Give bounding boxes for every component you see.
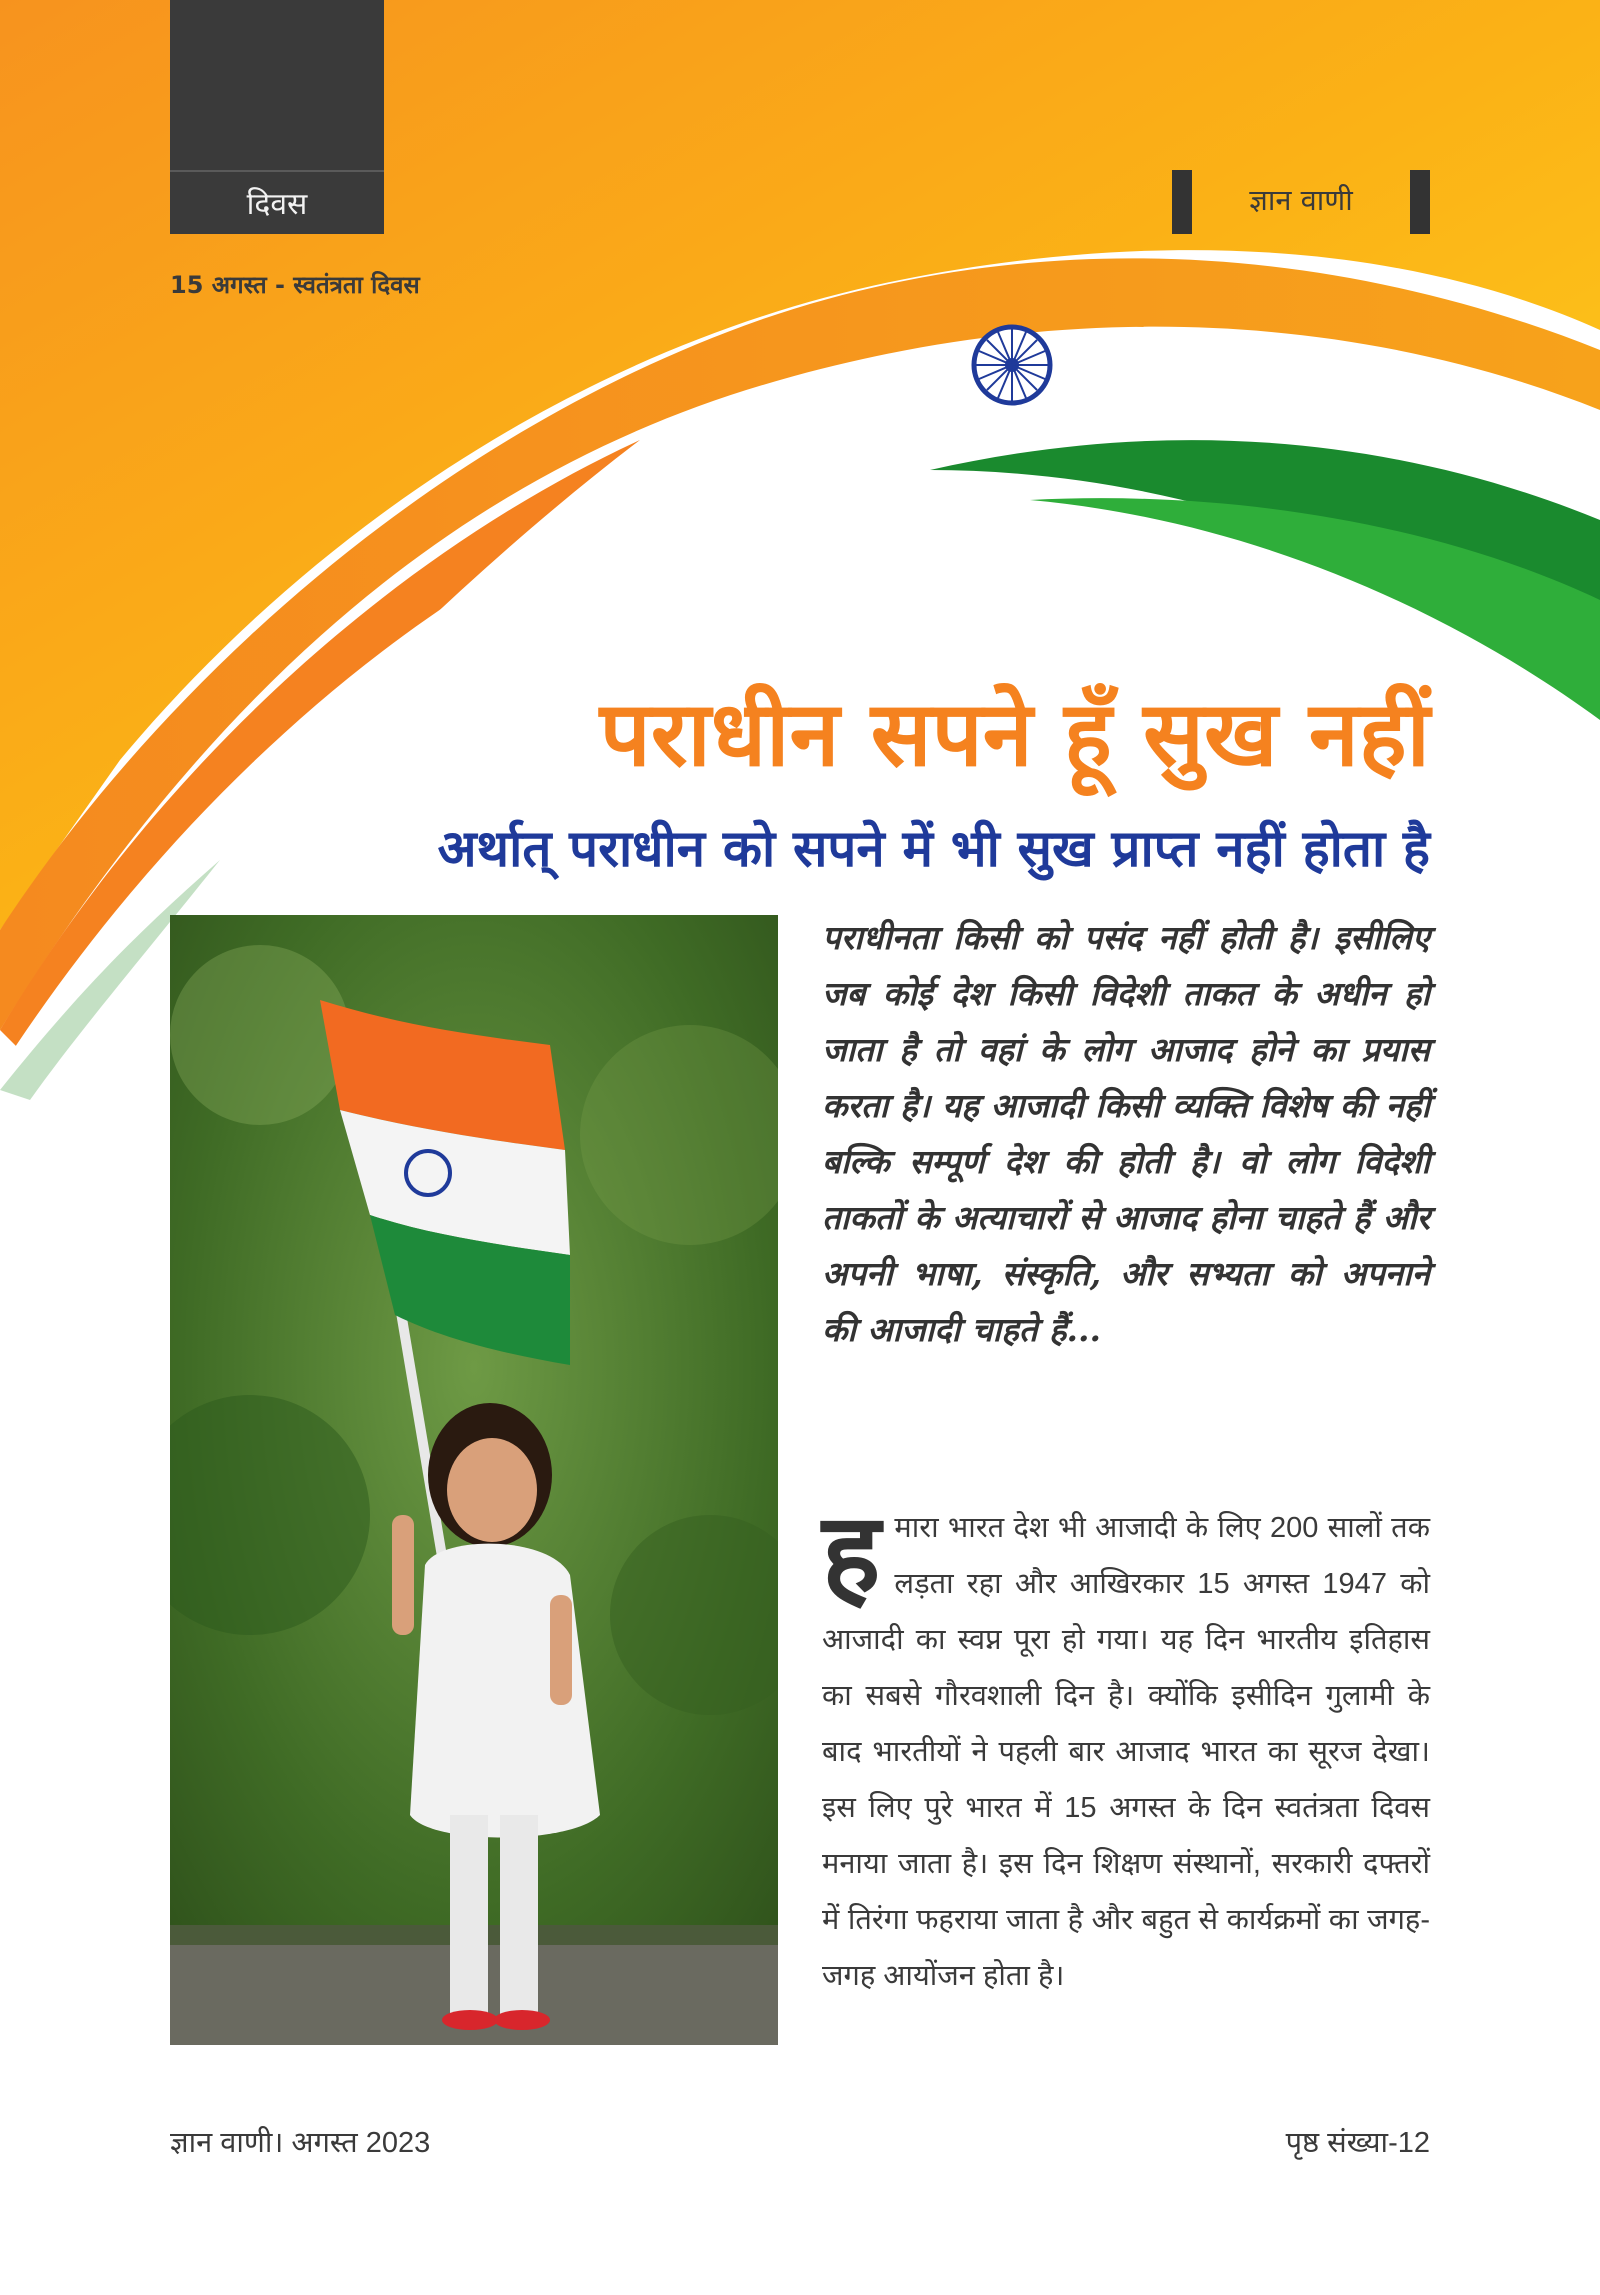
section-label: दिवस <box>246 187 308 222</box>
girl-with-flag-photo <box>170 915 778 2045</box>
brand-header <box>1172 170 1430 234</box>
footer-publication: ज्ञान वाणी। अगस्त 2023 <box>170 2127 431 2159</box>
brand-bar-left <box>1172 170 1192 234</box>
subhead: 15 अगस्त - स्वतंत्रता दिवस <box>170 271 420 299</box>
headline: पराधीन सपने हूँ सुख नहीं <box>599 682 1430 787</box>
tab-divider <box>170 170 384 172</box>
subtitle: अर्थात् पराधीन को सपने में भी सुख प्राप्त नहीं होता है <box>437 820 1430 879</box>
brand-bar-right <box>1410 170 1430 234</box>
brand-name: ज्ञान वाणी <box>1249 183 1353 217</box>
section-tab <box>170 0 384 234</box>
body-paragraph <box>822 1492 1430 2004</box>
footer-page-number: पृष्ठ संख्या-12 <box>1285 2127 1430 2159</box>
body-text: मारा भारत देश भी आजादी के लिए 200 सालों तक लड़ता रहा और आखिरकार 15 अगस्त 1947 को आजादी का स्वप्न पूरा हो गया। यह दिन भारतीय इतिहास का सबसे गौरवशाली दिन है। क्योंकि इसीदिन गुलामी के बाद भारतीयों ने पहली बार आजाद भारत का सूरज देखा। इस लिए पुरे भारत में 15 अगस्त के दिन स्वतंत्रता दिवस मनाया जाता है। इस दिन शिक्षण संस्थानों, सरकारी दफ्तरों में तिरंगा फहराया जाता है और बहुत से कार्यक्रमों का जगह-जगह आयोंजन होता है। <box>822 1512 1430 1992</box>
dropcap: ह <box>822 1492 881 1615</box>
ashoka-chakra-icon <box>974 327 1050 403</box>
intro-paragraph: पराधीनता किसी को पसंद नहीं होती है। इसीलिए जब कोई देश किसी विदेशी ताकत के अधीन हो जाता है तो वहां के लोग आजाद होने का प्रयास करता है। यह आजादी किसी व्यक्ति विशेष की नहीं बल्कि सम्पूर्ण देश की होती है। वो लोग विदेशी ताकतों के अत्याचारों से आजाद होना चाहते हैं और अपनी भाषा, संस्कृति, और सभ्यता को अपनाने की आजादी चाहते हैं... <box>822 918 1430 1349</box>
